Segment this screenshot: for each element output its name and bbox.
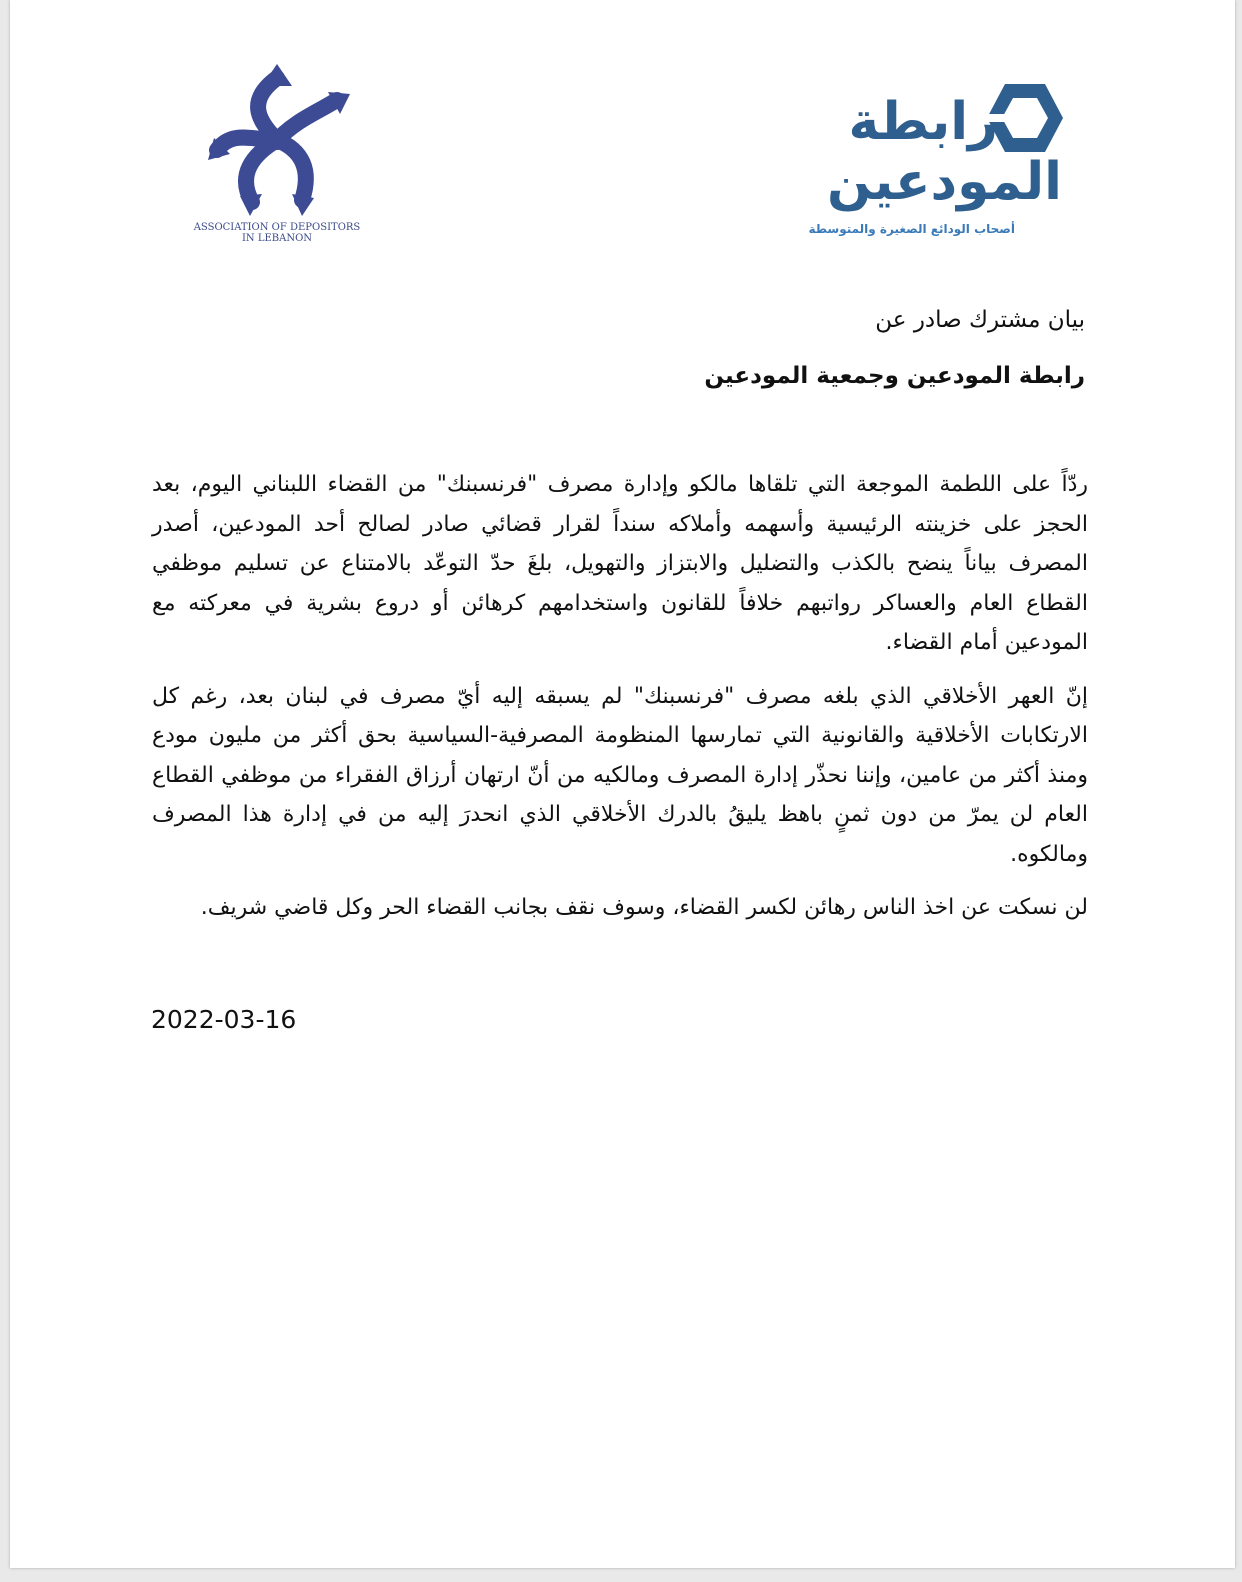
paragraph-1: ردّاً على اللطمة الموجعة التي تلقاها مالكو وإدارة مصرف "فرنسبنك" من القضاء اللبناني اليوم، بعد الحجز على خزينته الرئيسية وأسهمه وأملاكه سنداً لقرار قضائي صادر لصالح أحد المودعين، أصدر المصرف بياناً ينضح بالكذب والتضليل والابتزاز والتهويل، بلغَ حدّ التوعّد بالامتناع عن تسليم موظفي القطاع العام والعساكر رواتبهم خلافاً للقانون واستخدامهم كرهائن أو دروع بشرية في معركته مع المودعين أمام القضاء.: [152, 472, 1088, 655]
association-caption-line1: ASSOCIATION OF DEPOSITORS: [193, 222, 361, 233]
swirl-arrows-icon: [152, 60, 402, 220]
statement-body: [152, 465, 1088, 942]
association-caption-line2: IN LEBANON: [241, 233, 313, 244]
statement-date: 2022-03-16: [151, 1005, 297, 1034]
statement-intro: بيان مشترك صادر عن: [875, 307, 1085, 333]
statement-heading: رابطة المودعين وجمعية المودعين: [704, 363, 1085, 389]
paragraph-3: لن نسكت عن اخذ الناس رهائن لكسر القضاء، وسوف نقف بجانب القضاء الحر وكل قاضي شريف.: [200, 895, 1088, 920]
document-page: [10, 0, 1235, 1568]
logo-tagline: أصحاب الودائع الصغيرة والمتوسطة: [808, 222, 1015, 236]
logo-word-rabita: رابطة: [848, 92, 998, 152]
association-logo: [152, 60, 402, 250]
depositors-union-logo: [808, 72, 1090, 247]
logo-word-almoudiin: المودعين: [826, 152, 1062, 212]
paragraph-2: إنّ العهر الأخلاقي الذي بلغه مصرف "فرنسبنك" لم يسبقه إليه أيّ مصرف في لبنان بعد، رغم كل الارتكابات الأخلاقية والقانونية التي تمارسها المنظومة المصرفية-السياسية بحق أكثر من مليون مودع ومنذ أكثر من عامين، وإننا نحذّر إدارة المصرف ومالكيه من أنّ ارتهان أرزاق الفقراء من موظفي القطاع العام لن يمرّ من دون ثمنٍ باهظ يليقُ بالدرك الأخلاقي الذي انحدرَ إليه من في إدارة هذا المصرف ومالكوه.: [152, 683, 1088, 867]
